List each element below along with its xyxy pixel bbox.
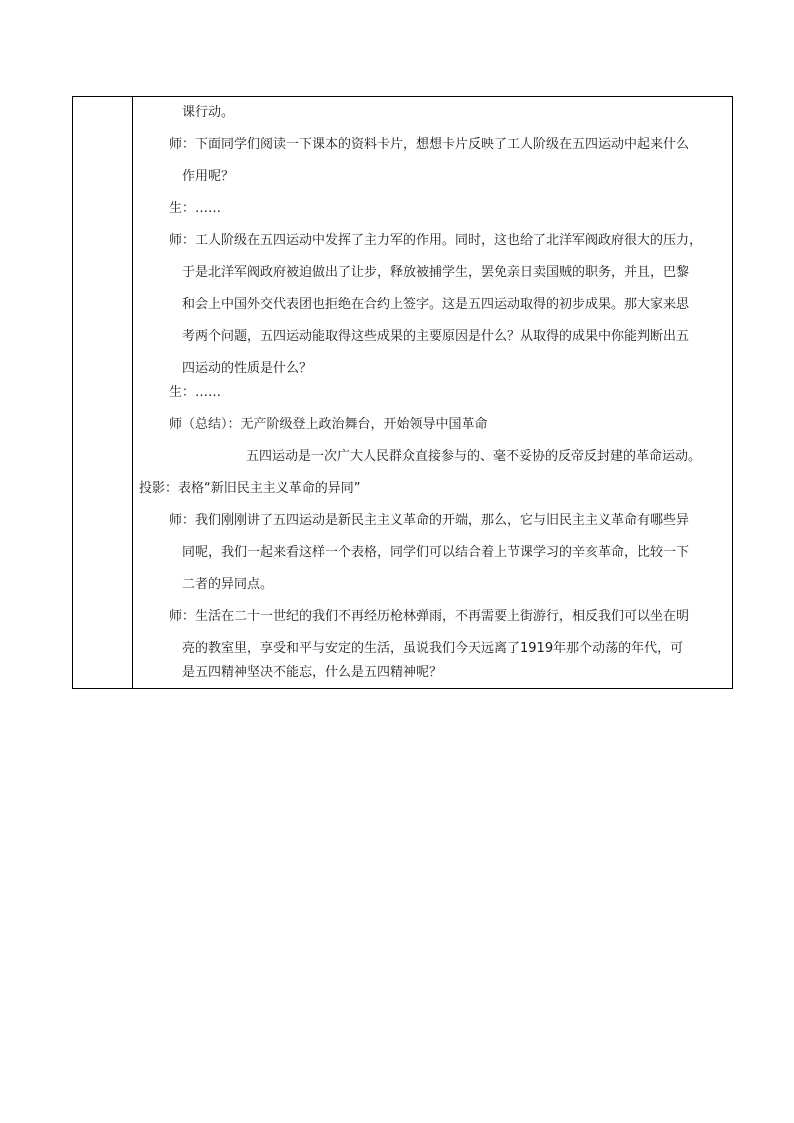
text-line: 生：……	[169, 201, 222, 216]
text-line: 二者的异同点。	[182, 577, 274, 592]
text-line: 同呢，我们一起来看这样一个表格，同学们可以结合着上节课学习的辛亥革命，比较一下	[182, 545, 690, 560]
text-line: 师：下面同学们阅读一下课本的资料卡片，想想卡片反映了工人阶级在五四运动中起来什么	[169, 137, 690, 152]
text-line: 作用呢？	[182, 169, 235, 184]
text-line: 五四运动是一次广大人民群众直接参与的、毫不妥协的反帝反封建的革命运动。	[246, 449, 702, 464]
text-line: 师：生活在二十一世纪的我们不再经历枪林弹雨，不再需要上街游行，相反我们可以坐在明	[169, 609, 690, 624]
text-line: 于是北洋军阀政府被迫做出了让步，释放被捕学生，罢免亲日卖国贼的职务，并且，巴黎	[182, 265, 690, 280]
text-line: 生：……	[169, 385, 222, 400]
text-line: 是五四精神坚决不能忘，什么是五四精神呢？	[182, 665, 443, 680]
text-line: 和会上中国外交代表团也拒绝在合约上签字。这是五四运动取得的初步成果。那大家来思	[182, 297, 690, 312]
text-line: 师：我们刚刚讲了五四运动是新民主主义革命的开端，那么，它与旧民主主义革命有哪些异	[169, 513, 690, 528]
text-line: 师（总结）：无产阶级登上政治舞台，开始领导中国革命	[169, 417, 488, 432]
lesson-table	[72, 96, 733, 689]
left-column-cell	[73, 97, 133, 688]
text-line: 考两个问题，五四运动能取得这些成果的主要原因是什么？从取得的成果中你能判断出五	[182, 329, 690, 344]
text-line: 四运动的性质是什么？	[182, 361, 313, 376]
text-line: 课行动。	[182, 105, 235, 120]
text-line: 投影：表格“新旧民主主义革命的异同”	[139, 481, 361, 496]
text-line: 师：工人阶级在五四运动中发挥了主力军的作用。同时，这也给了北洋军阀政府很大的压力，	[169, 233, 703, 248]
text-line: 亮的教室里，享受和平与安定的生活，虽说我们今天远离了1919年那个动荡的年代，可	[182, 641, 684, 656]
